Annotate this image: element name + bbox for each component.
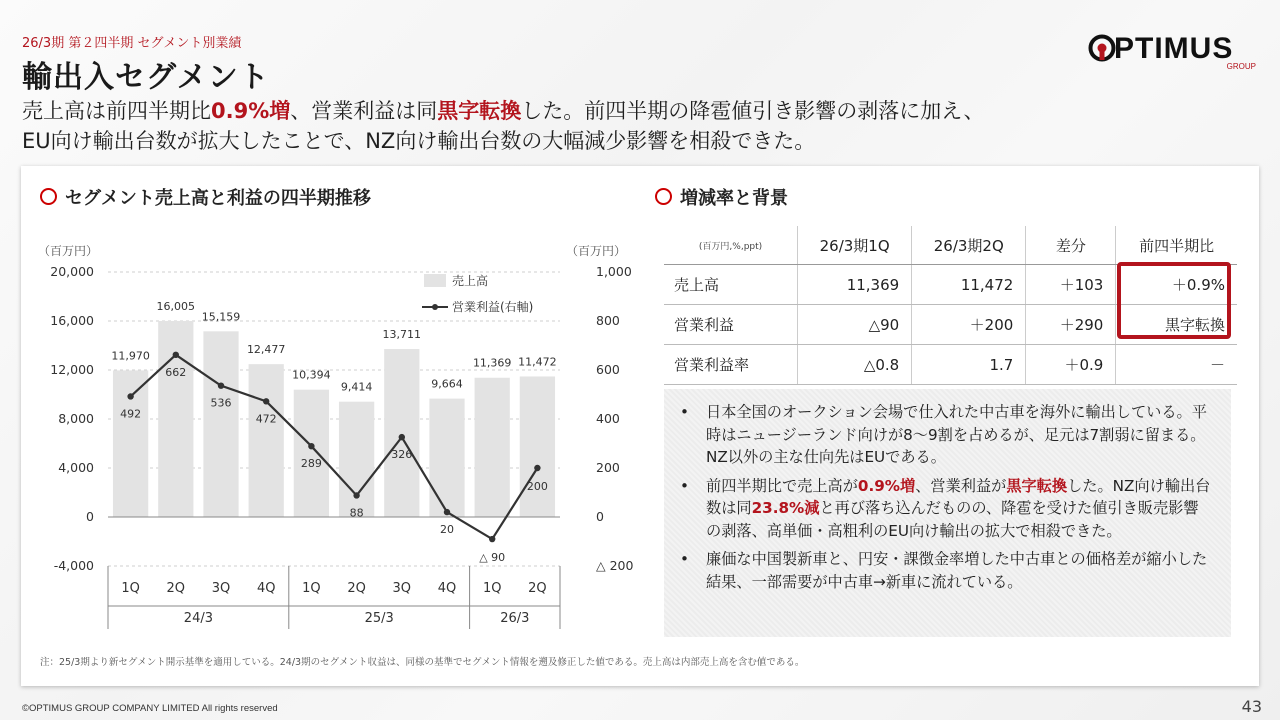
profit-point xyxy=(218,382,224,388)
table-cell: ＋0.9 xyxy=(1026,345,1116,385)
profit-label: 472 xyxy=(255,412,277,426)
note-item xyxy=(674,401,1213,469)
left-tick-label: 8,000 xyxy=(58,411,94,426)
category-label: 4Q xyxy=(437,581,457,596)
right-tick-label: 0 xyxy=(596,509,604,524)
category-label: 2Q xyxy=(347,581,366,596)
sales-label: 11,472 xyxy=(518,355,557,369)
page-number: 43 xyxy=(1241,697,1262,716)
chart-section-title: セグメント売上高と利益の四半期推移 xyxy=(40,184,371,210)
table-section-title: 増減率と背景 xyxy=(655,184,788,210)
legend-line-label: 営業利益(右軸) xyxy=(452,300,534,314)
category-label: 3Q xyxy=(392,581,412,596)
profit-point xyxy=(534,465,540,471)
note-text: した。NZ向け輸出台数は同 xyxy=(706,476,1211,517)
row-label: 営業利益率 xyxy=(664,345,798,385)
table-header: 26/3期2Q xyxy=(912,226,1026,265)
sales-label: 16,005 xyxy=(156,299,196,313)
note-text: 廉価な中国製新車と、円安・課徴金率増した中古車との価格差が縮小した結果、一部需要が中古車→新車に流れている。 xyxy=(706,550,1208,591)
segment-quarterly-chart xyxy=(22,236,642,646)
profit-label: 20 xyxy=(440,523,454,537)
sales-bar xyxy=(158,321,193,517)
right-axis-unit: （百万円） xyxy=(565,244,627,258)
circle-bullet-icon xyxy=(40,188,57,205)
table-header: 26/3期1Q xyxy=(798,226,912,265)
note-text: 前四半期比で売上高が xyxy=(706,476,858,495)
sales-bar xyxy=(294,390,329,517)
legend-bar-label: 売上高 xyxy=(452,274,489,288)
profit-label: 289 xyxy=(300,457,322,471)
circle-bullet-icon xyxy=(655,188,672,205)
table-cell: － xyxy=(1116,345,1237,385)
table-header: 差分 xyxy=(1026,226,1116,265)
note-item xyxy=(674,548,1213,593)
category-label: 2Q xyxy=(166,581,186,596)
table-cell: 黒字転換 xyxy=(1116,305,1237,345)
note-highlight: 23.8%減 xyxy=(751,499,820,517)
note-item xyxy=(674,475,1213,543)
profit-label: 200 xyxy=(526,480,548,493)
sales-label: 11,970 xyxy=(111,349,150,363)
group-label: 25/3 xyxy=(364,611,394,626)
lead-text: EU向け輸出台数が拡大したことで、NZ向け輸出台数の大幅減少影響を相殺できた。 xyxy=(22,129,816,153)
profit-point xyxy=(399,434,405,440)
copyright: ©OPTIMUS GROUP COMPANY LIMITED All rights reserved xyxy=(22,703,278,714)
left-tick-label: -4,000 xyxy=(53,558,94,573)
row-label: 営業利益 xyxy=(664,305,798,345)
profit-point xyxy=(489,536,495,542)
category-label: 3Q xyxy=(211,581,231,596)
sales-label: 10,394 xyxy=(292,368,331,382)
page-title: 輸出入セグメント xyxy=(22,60,270,95)
sales-bar xyxy=(113,370,148,517)
profit-point xyxy=(444,509,450,515)
table-cell: 1.7 xyxy=(912,345,1026,385)
profit-label: 662 xyxy=(165,365,187,379)
table-cell: ＋200 xyxy=(912,305,1026,345)
sales-bar xyxy=(203,331,238,517)
profit-point xyxy=(308,443,314,449)
left-tick-label: 4,000 xyxy=(58,460,94,475)
sales-label: 13,711 xyxy=(382,328,422,342)
profit-label: 536 xyxy=(210,396,232,410)
table-cell: ＋103 xyxy=(1026,265,1116,305)
sales-bar xyxy=(429,399,464,517)
category-label: 4Q xyxy=(256,581,276,596)
profit-label: 88 xyxy=(349,506,364,520)
sales-label: 11,369 xyxy=(472,356,512,370)
table-header-row xyxy=(664,226,1237,265)
profit-label: 326 xyxy=(391,448,413,462)
logo-wordmark: PTIMUS xyxy=(1114,32,1234,65)
sales-bar xyxy=(249,364,284,517)
table-cell: △90 xyxy=(798,305,912,345)
sales-label: 9,664 xyxy=(431,377,463,391)
lead-text: 、営業利益は同 xyxy=(290,99,438,123)
lead-text: した。前四半期の降雹値引き影響の剥落に加え、 xyxy=(521,99,985,123)
table-cell: 11,472 xyxy=(912,265,1026,305)
note-text: と再び落ち込んだものの、降雹を受けた値引き販売影響の剥落、高単価・高粗利のEU向け輸出の拡大で相殺できた。 xyxy=(706,499,1199,540)
profit-label: 492 xyxy=(120,407,142,421)
group-label: 26/3 xyxy=(500,611,530,626)
right-tick-label: 800 xyxy=(596,313,620,328)
lead-text: 売上高は前四半期比 xyxy=(22,99,211,123)
table-cell: 11,369 xyxy=(798,265,912,305)
right-tick-label: 600 xyxy=(596,362,620,377)
optimus-logo xyxy=(1088,30,1258,72)
sales-bar xyxy=(520,376,555,517)
category-label: 2Q xyxy=(528,581,547,596)
right-tick-label: 400 xyxy=(596,411,620,426)
table-cell: △0.8 xyxy=(798,345,912,385)
notes-box xyxy=(664,389,1231,637)
logo-mark-icon xyxy=(1088,34,1116,62)
lead-highlight: 0.9%増 xyxy=(211,99,291,123)
note-text: 日本全国のオークション会場で仕入れた中古車を海外に輸出している。平時はニュージーランド向けが8～9割を占めるが、足元は7割弱に留まる。NZ以外の主な仕向先はEUである。 xyxy=(706,403,1207,466)
table-row xyxy=(664,345,1237,385)
note-highlight: 0.9%増 xyxy=(857,476,916,495)
profit-label: △ 90 xyxy=(479,551,506,565)
notes-list xyxy=(674,401,1213,593)
lead-text xyxy=(22,96,1242,156)
profit-point xyxy=(127,393,133,399)
right-tick-label: 1,000 xyxy=(596,264,632,279)
sales-label: 15,159 xyxy=(201,310,241,324)
sales-bar xyxy=(339,402,374,520)
category-label: 1Q xyxy=(121,581,140,596)
logo-group-label: GROUP xyxy=(1226,62,1256,71)
legend-line-marker xyxy=(432,304,438,310)
right-tick-label: △ 200 xyxy=(596,558,634,573)
table-header: 前四半期比 xyxy=(1116,226,1237,265)
section-kicker: 26/3期 第２四半期 セグメント別業績 xyxy=(22,36,242,51)
left-tick-label: 20,000 xyxy=(50,264,94,279)
table-unit: (百万円,%,ppt) xyxy=(664,226,798,265)
profit-point xyxy=(263,398,269,404)
group-label: 24/3 xyxy=(183,611,214,626)
footnote: 注：25/3期より新セグメント開示基準を適用している。24/3期のセグメント収益は、同様の基準でセグメント情報を遡及修正した値である。売上高は内部売上高を含む値である。 xyxy=(40,657,805,668)
sales-label: 12,477 xyxy=(246,343,286,357)
left-tick-label: 12,000 xyxy=(50,362,94,377)
table-cell: ＋290 xyxy=(1026,305,1116,345)
legend-bar-swatch xyxy=(424,274,446,287)
profit-point xyxy=(353,492,359,498)
left-axis-unit: （百万円） xyxy=(37,244,99,258)
category-label: 1Q xyxy=(482,581,502,596)
sales-label: 9,414 xyxy=(340,380,373,394)
left-tick-label: 0 xyxy=(86,509,94,524)
lead-highlight: 黒字転換 xyxy=(437,99,522,123)
sales-bar xyxy=(475,378,510,517)
profit-point xyxy=(173,352,179,358)
row-label: 売上高 xyxy=(664,265,798,305)
right-tick-label: 200 xyxy=(596,460,620,475)
category-label: 1Q xyxy=(302,581,321,596)
highlight-box xyxy=(1117,262,1231,339)
note-highlight: 黒字転換 xyxy=(1006,476,1068,495)
sales-bar xyxy=(384,349,419,517)
table-cell: ＋0.9% xyxy=(1116,265,1237,305)
note-text: 、営業利益が xyxy=(915,476,1007,495)
left-tick-label: 16,000 xyxy=(50,313,94,328)
